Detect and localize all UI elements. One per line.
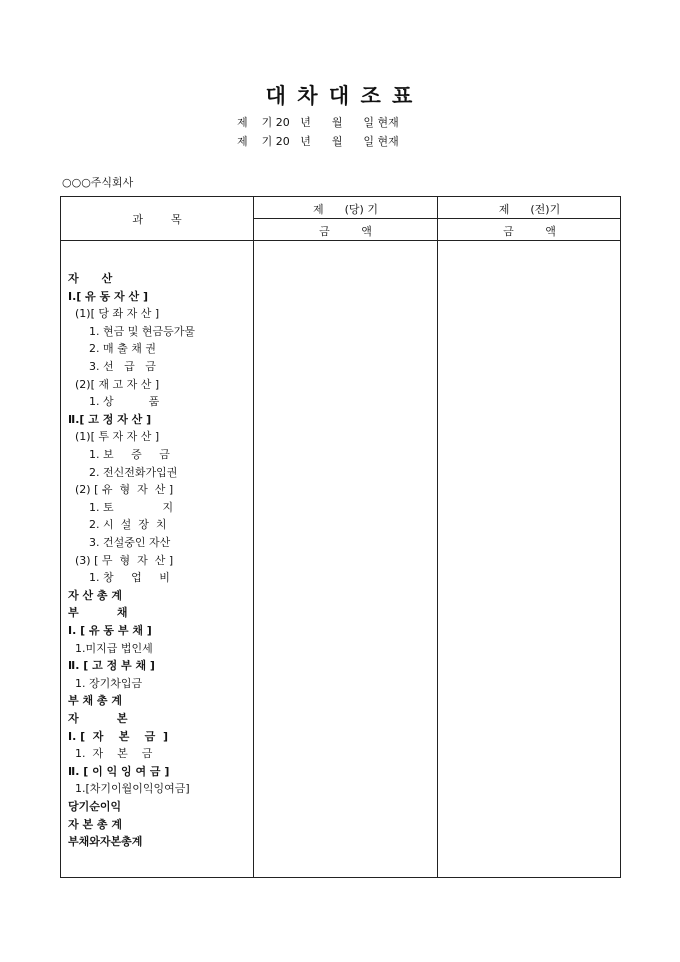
account-item: Ⅰ.[ 유 동 자 산 ] — [68, 289, 148, 303]
account-item: 1. 창 업 비 — [68, 571, 170, 585]
account-item: 당기순이익 — [68, 800, 122, 813]
account-item: (1)[ 당 좌 자 산 ] — [68, 307, 160, 321]
account-item: 1. 현금 및 현금등가물 — [68, 324, 195, 338]
account-item: 1. 자 본 금 — [68, 747, 153, 761]
period-current: 제 기 20 년 월 일 현재 — [237, 116, 399, 129]
header-subdivider — [253, 218, 620, 219]
account-item: 자 산 — [68, 272, 113, 285]
account-item: 1. 토 지 — [68, 500, 174, 514]
period-previous: 제 기 20 년 월 일 현재 — [237, 135, 399, 148]
column-divider-1 — [253, 197, 254, 877]
account-item: 부채와자본총계 — [68, 835, 143, 849]
company-name: ○○○주식회사 — [62, 176, 134, 189]
account-item: 부 채 총 계 — [68, 694, 122, 708]
account-item: (3) [ 무 형 자 산 ] — [68, 553, 174, 567]
account-item: Ⅰ. [ 자 본 금 ] — [68, 729, 168, 743]
document-title: 대 차 대 조 표 — [265, 83, 415, 108]
account-item: 2. 매 출 채 권 — [68, 342, 156, 356]
account-item: 1. 장기차입금 — [68, 676, 143, 690]
account-item: 1.[차기이월이익잉여금] — [68, 782, 190, 796]
balance-sheet-table — [60, 196, 621, 878]
previous-period-header: 제 (전)기 — [498, 203, 561, 216]
subject-column-header: 과 목 — [132, 213, 182, 226]
account-item: 1. 보 증 금 — [68, 448, 170, 461]
current-period-header: 제 (당) 기 — [313, 203, 378, 216]
account-item: 1. 상 품 — [68, 395, 160, 409]
account-item: 자 본 — [68, 712, 128, 725]
account-item: (2)[ 재 고 자 산 ] — [68, 377, 160, 391]
account-item: 3. 건설중인 자산 — [68, 536, 171, 549]
account-item: (1)[ 투 자 자 산 ] — [68, 430, 160, 444]
account-item: Ⅱ. [ 고 정 부 채 ] — [68, 659, 155, 673]
account-item: 2. 시 설 장 치 — [68, 518, 167, 532]
header-bottom-rule — [61, 240, 620, 241]
account-item: Ⅱ. [ 이 익 잉 여 금 ] — [68, 764, 170, 778]
account-item: (2) [ 유 형 자 산 ] — [68, 483, 174, 497]
account-item: 2. 전신전화가입권 — [68, 465, 178, 479]
account-item: 1.미지급 법인세 — [68, 641, 153, 655]
account-item: Ⅱ.[ 고 정 자 산 ] — [68, 412, 152, 426]
account-item: 자 산 총 계 — [68, 588, 122, 602]
current-amount-header: 금 액 — [319, 225, 372, 238]
account-item: 부 채 — [68, 606, 128, 620]
previous-amount-header: 금 액 — [503, 225, 556, 238]
column-divider-2 — [437, 197, 438, 877]
account-item: Ⅰ. [ 유 동 부 채 ] — [68, 624, 152, 637]
account-item: 자 본 총 계 — [68, 817, 122, 831]
account-item: 3. 선 급 금 — [68, 360, 156, 373]
